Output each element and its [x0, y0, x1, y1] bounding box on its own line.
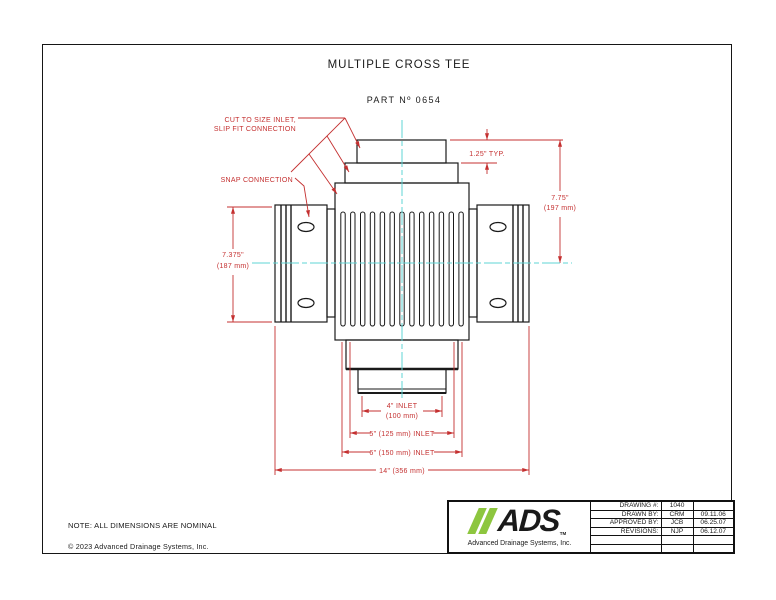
table-row [591, 511, 733, 520]
row-value: CRM [662, 511, 694, 519]
part-number: PART Nº 0654 [366, 95, 442, 105]
logo-trademark: TM [559, 531, 567, 536]
dim-4in-label: 4" INLET [386, 403, 418, 410]
cut-callout-line2: SLIP FIT CONNECTION [213, 126, 296, 133]
table-row [591, 528, 733, 537]
row-date [694, 502, 733, 510]
cut-callout-line1: CUT TO SIZE INLET, [224, 117, 296, 124]
cut-leader-spine [291, 118, 345, 172]
ads-logo-mark [473, 503, 566, 539]
row-value: JCB [662, 519, 694, 527]
dim-overall-label: 14" (356 mm) [379, 468, 425, 475]
title-block [447, 500, 735, 554]
snap-leader [295, 178, 309, 217]
row-value: NJP [662, 528, 694, 536]
dim-right-in: 7.75" [551, 195, 569, 202]
right-snap-slot-bottom [490, 299, 506, 308]
row-date: 06.12.07 [700, 527, 727, 535]
nominal-note: NOTE: ALL DIMENSIONS ARE NOMINAL [68, 521, 217, 530]
dim-left-mm: (187 mm) [216, 263, 250, 270]
row-label: APPROVED BY: [591, 519, 662, 527]
row-label [591, 536, 662, 543]
snap-callout: SNAP CONNECTION [220, 177, 293, 184]
cut-arrow-3 [309, 154, 337, 194]
cut-arrow-2 [327, 136, 349, 172]
title-block-table [591, 502, 733, 552]
left-snap-slot-top [298, 223, 314, 232]
row-label: DRAWN BY: [591, 511, 662, 519]
left-snap-slot-bottom [298, 299, 314, 308]
dim-right-mm: (197 mm) [543, 205, 577, 212]
row-label [591, 545, 662, 552]
table-row [591, 545, 733, 552]
dim-6in-label: 6" (150 mm) INLET [369, 450, 435, 457]
row-label: DRAWING #: [591, 502, 662, 510]
row-value [662, 545, 694, 552]
row-date: 06.25.07 [700, 519, 727, 527]
row-value [662, 536, 694, 543]
row-date: 09.11.06 [700, 510, 726, 518]
row-label: REVISIONS: [591, 528, 662, 536]
row-date [694, 545, 733, 552]
centerlines [252, 120, 572, 398]
dim-left-in: 7.375" [222, 252, 244, 259]
dimension-labels [214, 117, 576, 475]
row-value: 1040 [662, 502, 694, 510]
logo-company-name: Advanced Drainage Systems, Inc. [467, 540, 572, 547]
cut-arrow-1 [345, 118, 360, 148]
drawing-title: MULTIPLE CROSS TEE [327, 59, 471, 71]
table-row [591, 536, 733, 544]
table-row [591, 502, 733, 511]
logo-acronym: ADS [496, 503, 560, 538]
dim-typ-label: 1.25" TYP. [469, 151, 505, 158]
right-snap-slot-top [490, 223, 506, 232]
ads-logo [449, 502, 591, 552]
table-row [591, 519, 733, 528]
copyright-note: © 2023 Advanced Drainage Systems, Inc. [68, 542, 209, 551]
dim-5in-label: 5" (125 mm) INLET [369, 431, 435, 438]
row-date [694, 536, 733, 543]
dim-4in-mm: (100 mm) [385, 413, 419, 420]
